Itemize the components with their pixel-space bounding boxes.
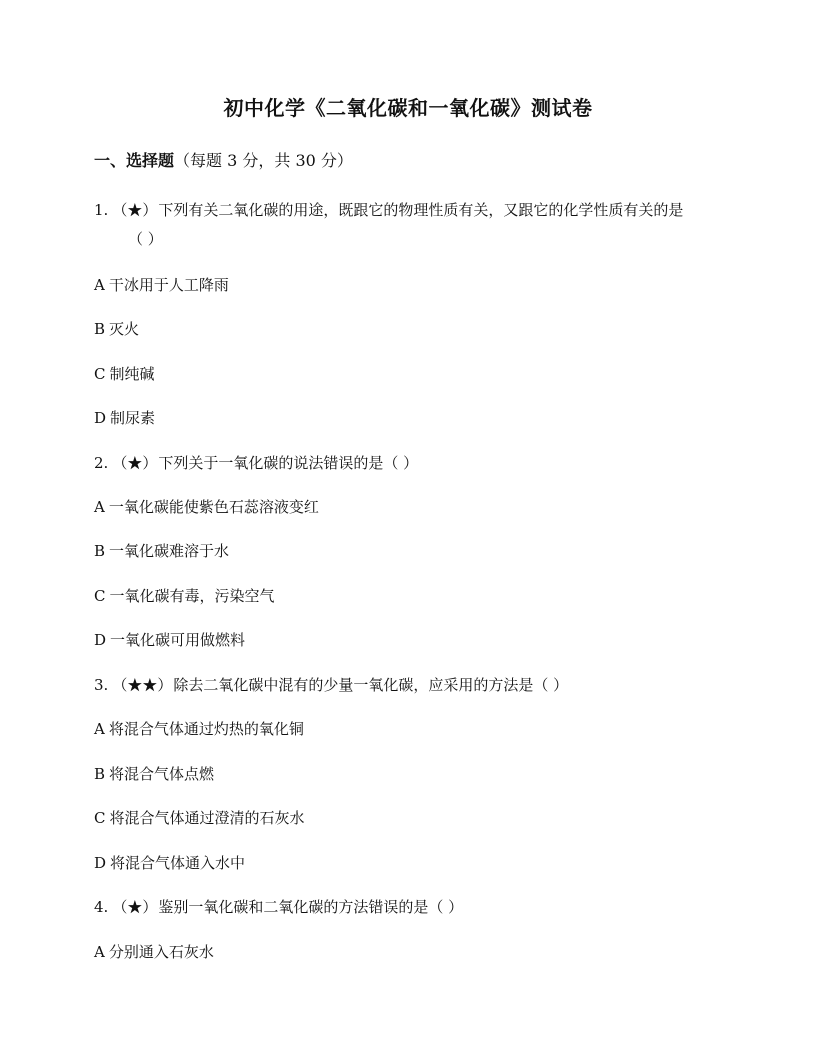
question-2-option-d [94, 629, 245, 651]
question-4-option-a [94, 941, 214, 963]
question-2-option-a [94, 496, 319, 518]
difficulty-stars: （★） [112, 898, 158, 916]
difficulty-stars: （★★） [112, 676, 173, 694]
section-scoring-note: （每题 3 分，共 30 分） [174, 151, 353, 170]
page-title: 初中化学《二氧化碳和一氧化碳》测试卷 [223, 96, 593, 120]
option-letter: A [94, 943, 105, 961]
option-letter: A [94, 276, 105, 294]
question-1-option-a [94, 274, 229, 296]
option-text: 一氧化碳可用做燃料 [110, 631, 246, 649]
option-text: 干冰用于人工降雨 [108, 276, 229, 294]
option-letter: C [94, 809, 106, 827]
option-text: 将混合气体通过澄清的石灰水 [109, 809, 305, 827]
option-text: 将混合气体通过灼热的氧化铜 [108, 720, 304, 738]
question-number: 2. [94, 454, 109, 472]
question-number: 1. [94, 201, 109, 219]
option-letter: D [94, 409, 107, 427]
option-letter: B [94, 542, 106, 560]
option-text: 一氧化碳能使紫色石蕊溶液变红 [108, 498, 319, 516]
option-text: 制纯碱 [109, 365, 155, 383]
option-letter: B [94, 320, 106, 338]
question-1 [94, 199, 683, 221]
question-1-option-d [94, 407, 155, 429]
option-text: 一氧化碳难溶于水 [109, 542, 230, 560]
question-4 [94, 896, 463, 918]
question-3-option-b [94, 763, 214, 785]
option-letter: A [94, 498, 105, 516]
question-number: 3. [94, 676, 109, 694]
question-1-option-c [94, 363, 155, 385]
question-text: 鉴别一氧化碳和二氧化碳的方法错误的是（ ） [158, 898, 464, 916]
difficulty-stars: （★） [112, 201, 158, 219]
question-3-option-d [94, 852, 245, 874]
question-number: 4. [94, 898, 109, 916]
option-letter: D [94, 631, 107, 649]
option-text: 将混合气体点燃 [109, 765, 215, 783]
question-1-continuation: （ ） [128, 230, 163, 248]
option-letter: C [94, 587, 106, 605]
question-1-option-b [94, 318, 139, 340]
question-2 [94, 452, 418, 474]
question-2-option-c [94, 585, 275, 607]
option-text: 灭火 [109, 320, 140, 338]
option-text: 分别通入石灰水 [108, 943, 214, 961]
option-text: 制尿素 [110, 409, 156, 427]
option-letter: B [94, 765, 106, 783]
option-letter: D [94, 854, 107, 872]
question-2-option-b [94, 540, 229, 562]
question-text: 下列关于一氧化碳的说法错误的是（ ） [158, 454, 419, 472]
section-heading-label: 一、选择题 [94, 151, 175, 170]
question-3-option-c [94, 807, 305, 829]
question-text: 下列有关二氧化碳的用途，既跟它的物理性质有关，又跟它的化学性质有关的是 [158, 201, 684, 219]
section-heading [94, 148, 353, 174]
option-letter: C [94, 365, 106, 383]
option-text: 一氧化碳有毒，污染空气 [109, 587, 275, 605]
question-text: 除去二氧化碳中混有的少量一氧化碳，应采用的方法是（ ） [173, 676, 569, 694]
difficulty-stars: （★） [112, 454, 158, 472]
question-3 [94, 674, 568, 696]
option-letter: A [94, 720, 105, 738]
question-3-option-a [94, 718, 304, 740]
option-text: 将混合气体通入水中 [110, 854, 246, 872]
